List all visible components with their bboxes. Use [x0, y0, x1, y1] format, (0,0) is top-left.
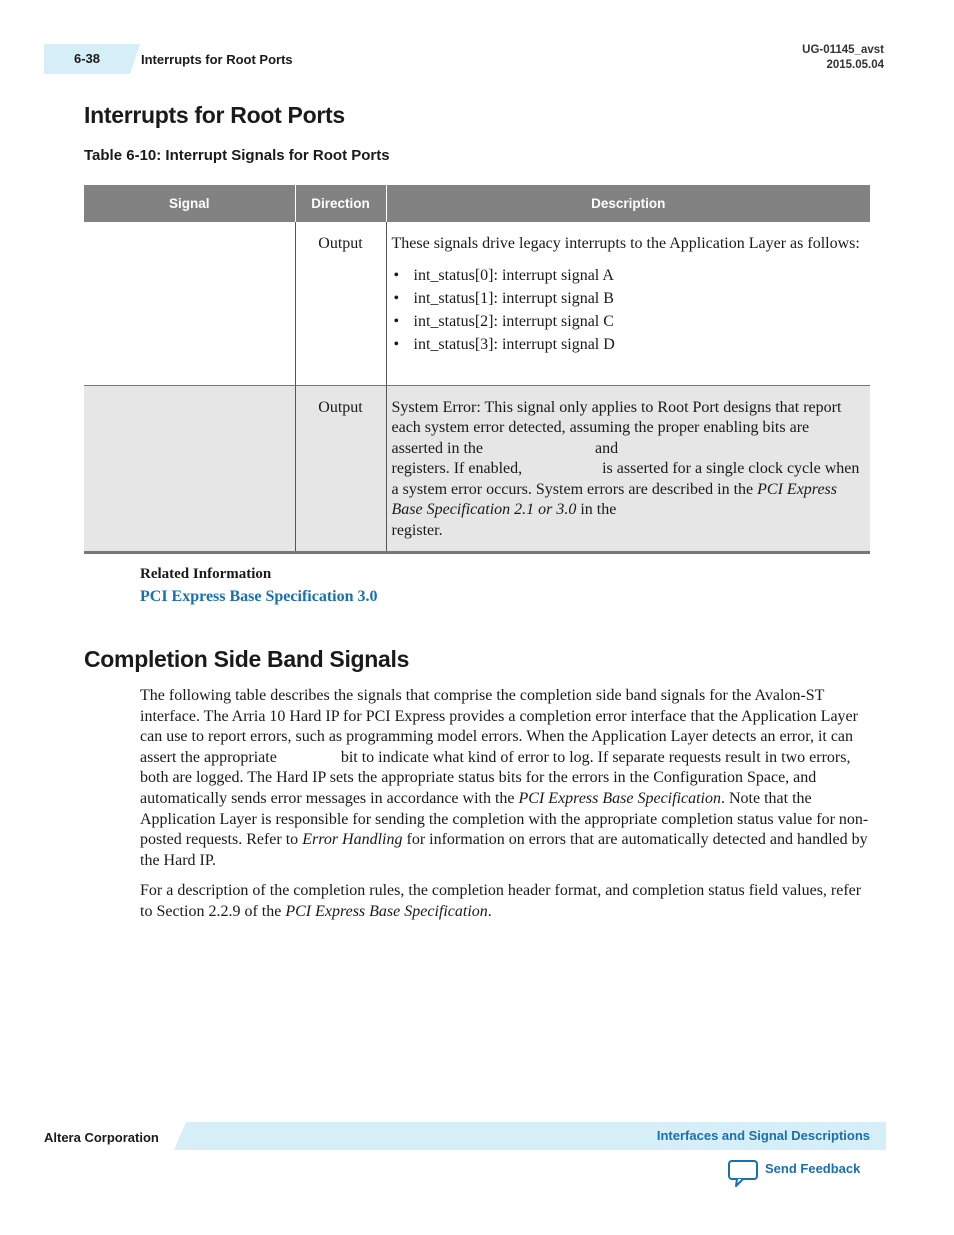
p1-spec-ref: PCI Express Base Specification [518, 789, 721, 807]
doc-date: 2015.05.04 [826, 59, 884, 71]
completion-paragraph-1 [140, 686, 870, 871]
interrupt-signals-table [84, 185, 870, 554]
p1-error-handling-ref: Error Handling [302, 831, 403, 849]
related-info-label: Related Information [140, 566, 272, 582]
footer-company: Altera Corporation [44, 1130, 159, 1145]
footer-chapter-link[interactable]: Interfaces and Signal Descriptions [656, 1128, 870, 1143]
table-row [84, 385, 870, 552]
list-item: • int_status[2]: interrupt signal C [392, 312, 863, 335]
header-section-title: Interrupts for Root Ports [141, 52, 293, 67]
page-number: 6-38 [73, 51, 101, 66]
direction-cell: Output [295, 222, 386, 385]
syserr-text-7: register. [391, 521, 443, 539]
header-doc-info [802, 43, 884, 73]
column-header-signal: Signal [84, 185, 295, 222]
list-item: • int_status[3]: interrupt signal D [392, 335, 863, 358]
signal-cell [84, 385, 295, 552]
direction-cell: Output [295, 385, 386, 552]
interrupt-bullet-list [392, 266, 863, 358]
table-caption: Table 6-10: Interrupt Signals for Root Ports [84, 147, 390, 164]
p2-text-a: For a description of the completion rules, the completion header format, and completion status field values, refer to Section 2.2.9 of the [140, 882, 862, 920]
table-row [84, 222, 870, 385]
send-feedback-link[interactable]: Send Feedback [765, 1161, 861, 1176]
p1-text-a: The following table describes the signals that comprise the completion side band signals for the Avalon-ST interface. The Arria 10 Hard IP for PCI Express provides a completion error interface that the Application Layer can use to report errors, such as programming model errors. When the Application Layer detects an error, it can assert the appropriate [140, 687, 858, 766]
section-title-completion: Completion Side Band Signals [84, 646, 410, 672]
p1-text-f: for information on errors that are automatically detected and handled by the Hard IP. [140, 831, 868, 869]
syserr-text-3: registers. If enabled, [391, 460, 523, 477]
p2-text-c: . [487, 902, 492, 920]
p1-text-d: . Note that the Application Layer is responsible for sending the completion with the appropriate completion status value for non-posted requests. Refer to [140, 789, 869, 849]
description-cell [386, 385, 870, 552]
syserr-text-4: is asserted for a single clock cycle when a system error occurs. System errors are described in the [391, 460, 860, 498]
signal-cell [84, 222, 295, 385]
doc-id: UG-01145_avst [802, 44, 884, 56]
syserr-text-6: in the [580, 501, 617, 518]
syserr-text-1: System Error: This signal only applies to Root Port designs that report each system error detected, assuming the proper enabling bits are asserted in the [391, 398, 842, 457]
table-header-row [84, 185, 870, 222]
p1-text-b: bit to indicate what kind of error to log. If separate requests result in two errors, both are logged. The Hard IP sets the appropriate status bits for the errors in the Configuration Space, and automatically sends error messages in accordance with the [140, 748, 851, 807]
completion-paragraph-2 [140, 881, 870, 922]
list-item: • int_status[1]: interrupt signal B [392, 289, 863, 312]
section-title-interrupts: Interrupts for Root Ports [84, 102, 345, 128]
related-info-link[interactable]: PCI Express Base Specification 3.0 [140, 588, 378, 605]
row1-description: These signals drive legacy interrupts to the Application Layer as follows: [391, 235, 860, 252]
syserr-text-2: and [595, 439, 619, 457]
description-cell [386, 222, 870, 385]
syserr-spec-ref: PCI Express Base Specification 2.1 or 3.0 [391, 480, 837, 518]
list-item: • int_status[0]: interrupt signal A [392, 266, 863, 289]
feedback-icon[interactable] [727, 1158, 759, 1188]
column-header-description: Description [386, 185, 870, 222]
p2-spec-ref: PCI Express Base Specification [285, 902, 488, 920]
column-header-direction: Direction [295, 185, 386, 222]
